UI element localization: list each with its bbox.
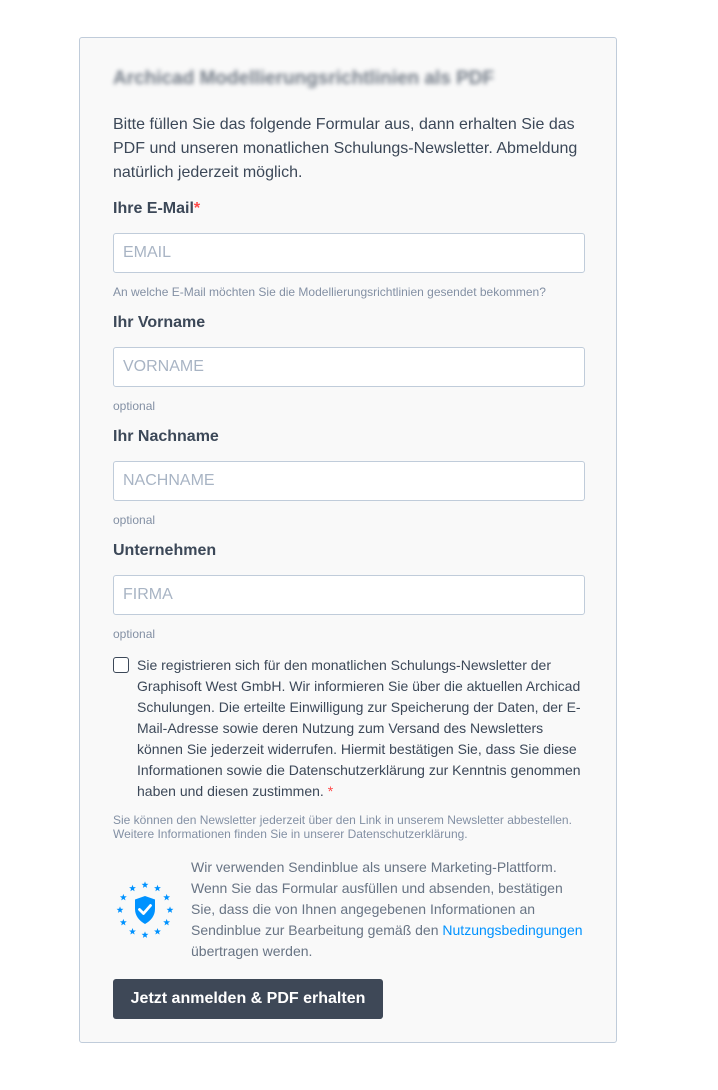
sendinblue-text-before: Wir verwenden Sendinblue als unsere Marketing-Plattform. Wenn Sie das Formular ausfüllen und absenden, bestätigen Sie, dass die von Ihnen angegebenen Informationen an Sendinblue zur Bearbeitung gemäß den xyxy=(191,859,563,938)
form-intro-text: Bitte füllen Sie das folgende Formular aus, dann erhalten Sie das PDF und unseren monatlichen Schulungs-Newsletter. Abmeldung natürlich jederzeit möglich. xyxy=(113,116,578,181)
unsubscribe-note: Sie können den Newsletter jederzeit über den Link in unserem Newsletter abbestellen. Weitere Informationen finden Sie in unserer Datenschutzerklärung. xyxy=(113,813,572,841)
submit-button[interactable]: Jetzt anmelden & PDF erhalten xyxy=(113,979,383,1019)
eu-star xyxy=(163,894,170,901)
eu-star xyxy=(154,885,161,892)
firstname-label: Ihr Vorname xyxy=(113,314,206,331)
sendinblue-text-after: übertragen werden. xyxy=(191,943,313,959)
eu-star xyxy=(142,881,149,888)
gdpr-shield-icon xyxy=(113,878,177,942)
form-title: Archicad Modellierungsrichtlinien als PDF xyxy=(113,68,495,89)
lastname-field[interactable] xyxy=(113,461,585,501)
company-field[interactable] xyxy=(113,575,585,615)
terms-link[interactable]: Nutzungsbedingungen xyxy=(442,922,583,938)
email-help-text: An welche E-Mail möchten Sie die Modellierungsrichtlinien gesendet bekommen? xyxy=(113,285,546,299)
consent-text: Sie registrieren sich für den monatlichen Schulungs-Newsletter der Graphisoft West GmbH. Wir informieren Sie über die aktuellen Archicad Schulungen. Die erteilte Einwilligung zur Speicherung der Daten, der E-Mail-Adresse sowie deren Nutzung zum Versand des Newsletters können Sie jederzeit widerrufen. Hiermit bestätigen Sie, dass Sie diese Informationen sowie die Datenschutzerklärung zur Kenntnis genommen haben und diesen zustimmen. xyxy=(137,657,581,799)
consent-required-asterisk: * xyxy=(327,783,334,799)
lastname-help-text: optional xyxy=(113,513,156,527)
eu-star xyxy=(163,919,170,926)
required-asterisk: * xyxy=(193,200,201,217)
email-label-text: Ihre E-Mail xyxy=(113,200,194,217)
company-label: Unternehmen xyxy=(113,542,217,559)
eu-star xyxy=(129,928,136,935)
email-label xyxy=(113,200,200,218)
eu-star xyxy=(142,931,149,938)
lastname-label: Ihr Nachname xyxy=(113,428,219,445)
eu-star xyxy=(120,894,127,901)
email-field[interactable] xyxy=(113,233,585,273)
eu-star xyxy=(117,906,124,913)
eu-star xyxy=(154,928,161,935)
firstname-help-text: optional xyxy=(113,399,156,413)
consent-text-block xyxy=(137,655,583,802)
newsletter-consent-checkbox[interactable] xyxy=(113,657,129,673)
firstname-field[interactable] xyxy=(113,347,585,387)
company-help-text: optional xyxy=(113,627,156,641)
eu-star xyxy=(120,919,127,926)
eu-star xyxy=(167,906,174,913)
signup-form-card xyxy=(79,37,617,1043)
eu-star xyxy=(129,885,136,892)
sendinblue-declaration xyxy=(191,857,586,962)
